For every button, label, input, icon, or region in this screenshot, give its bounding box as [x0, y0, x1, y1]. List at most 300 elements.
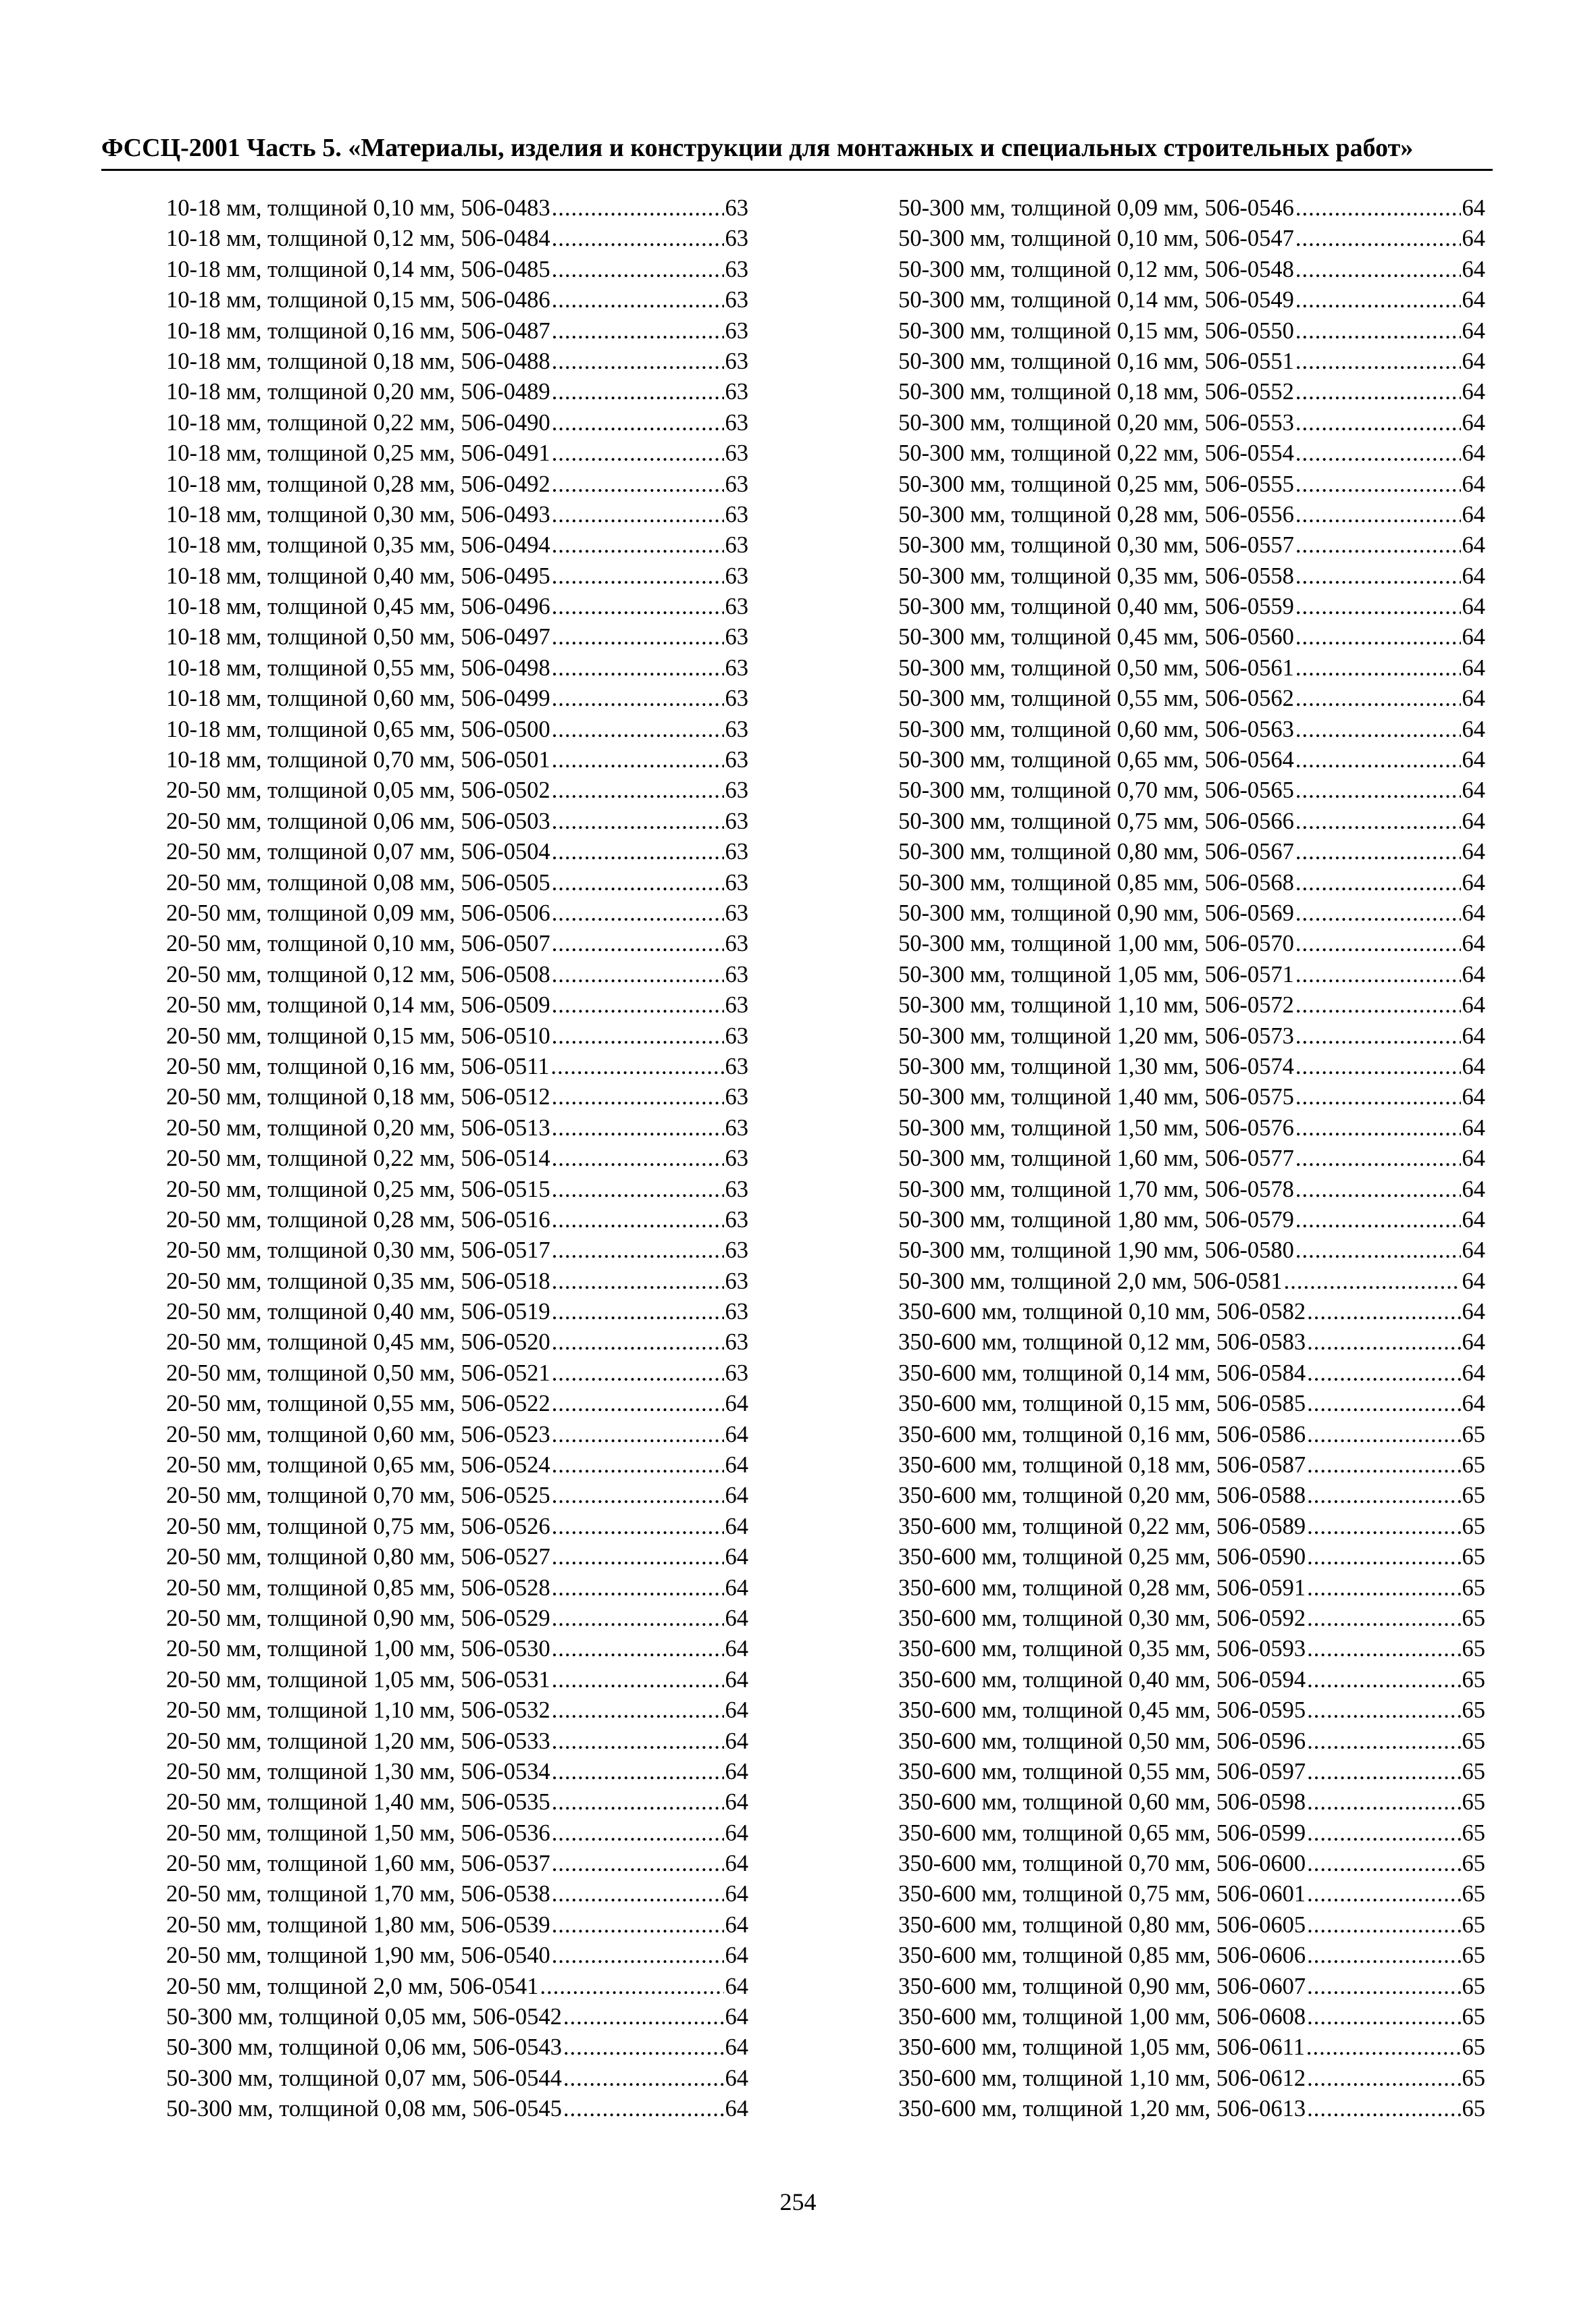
dot-leader: [1307, 1940, 1460, 1971]
dot-leader: [552, 1021, 724, 1052]
entry-page-number: 64: [725, 1820, 748, 1846]
dot-leader: [552, 224, 724, 254]
index-entry: [166, 438, 748, 469]
index-entry: [166, 1910, 748, 1940]
index-entry: [898, 1021, 1485, 1052]
entry-description: 20-50 мм, толщиной 0,07 мм, 506-0504: [166, 839, 550, 865]
entry-page-number: 63: [725, 747, 748, 773]
dot-leader: [552, 1910, 724, 1940]
entry-page-number: 64: [1462, 1360, 1485, 1386]
index-entry: [166, 1052, 748, 1082]
entry-page-number: 65: [1462, 1820, 1485, 1846]
dot-leader: [1307, 1297, 1460, 1327]
entry-page-number: 64: [725, 1881, 748, 1907]
entry-description: 50-300 мм, толщиной 0,35 мм, 506-0558: [898, 563, 1294, 589]
dot-leader: [1307, 1818, 1460, 1849]
index-entry: [898, 2094, 1485, 2124]
entry-page-number: 63: [725, 256, 748, 282]
index-entry: [166, 622, 748, 652]
entry-description: 50-300 мм, толщиной 0,25 мм, 506-0555: [898, 471, 1294, 497]
index-entry: [898, 1450, 1485, 1481]
index-entry: [166, 898, 748, 929]
index-entry: [166, 1481, 748, 1511]
dot-leader: [1295, 837, 1461, 867]
entry-description: 20-50 мм, толщиной 1,70 мм, 506-0538: [166, 1881, 550, 1907]
dot-leader: [1307, 1481, 1460, 1511]
entry-description: 50-300 мм, толщиной 1,10 мм, 506-0572: [898, 992, 1294, 1019]
entry-page-number: 63: [725, 869, 748, 896]
entry-page-number: 64: [725, 1789, 748, 1816]
entry-page-number: 64: [725, 1758, 748, 1784]
entry-page-number: 64: [1462, 839, 1485, 865]
index-entry: [898, 653, 1485, 684]
index-entry: [166, 1603, 748, 1634]
dot-leader: [552, 1879, 724, 1909]
entry-description: 350-600 мм, толщиной 0,80 мм, 506-0605: [898, 1911, 1306, 1938]
dot-leader: [552, 1113, 724, 1143]
dot-leader: [552, 1757, 724, 1787]
entry-description: 50-300 мм, толщиной 0,20 мм, 506-0553: [898, 409, 1294, 436]
entry-page-number: 64: [1462, 287, 1485, 313]
index-entry: [898, 806, 1485, 837]
dot-leader: [552, 990, 724, 1021]
dot-leader: [552, 1512, 724, 1542]
entry-description: 50-300 мм, толщиной 0,08 мм, 506-0545: [166, 2096, 562, 2122]
index-entry: [166, 255, 748, 285]
dot-leader: [1295, 224, 1461, 254]
entry-description: 50-300 мм, толщиной 0,05 мм, 506-0542: [166, 2004, 562, 2030]
entry-page-number: 64: [1462, 992, 1485, 1019]
dot-leader: [1307, 1910, 1460, 1940]
header-rule: [101, 169, 1493, 171]
entry-description: 10-18 мм, толщиной 0,15 мм, 506-0486: [166, 287, 550, 313]
index-entry: [166, 2063, 748, 2094]
page-number: 254: [779, 2188, 817, 2215]
entry-description: 50-300 мм, толщиной 0,06 мм, 506-0543: [166, 2034, 562, 2061]
index-entry: [166, 1818, 748, 1849]
dot-leader: [552, 1940, 724, 1971]
dot-leader: [552, 1420, 724, 1450]
dot-leader: [552, 255, 724, 285]
entry-description: 10-18 мм, толщиной 0,60 мм, 506-0499: [166, 686, 550, 712]
dot-leader: [563, 2094, 724, 2124]
entry-page-number: 64: [725, 1391, 748, 1417]
index-entry: [898, 1787, 1485, 1818]
dot-leader: [552, 1726, 724, 1757]
index-entry: [166, 1327, 748, 1358]
index-entry: [898, 592, 1485, 622]
entry-description: 20-50 мм, толщиной 0,22 мм, 506-0514: [166, 1146, 550, 1172]
entry-description: 20-50 мм, толщиной 1,30 мм, 506-0534: [166, 1758, 550, 1784]
index-entry: [898, 1910, 1485, 1940]
index-entry: [898, 929, 1485, 959]
entry-description: 20-50 мм, толщиной 1,00 мм, 506-0530: [166, 1636, 550, 1662]
entry-description: 50-300 мм, толщиной 1,80 мм, 506-0579: [898, 1206, 1294, 1233]
entry-description: 350-600 мм, толщиной 0,22 мм, 506-0589: [898, 1513, 1306, 1539]
entry-description: 350-600 мм, толщиной 0,50 мм, 506-0596: [898, 1728, 1306, 1754]
entry-description: 350-600 мм, толщиной 1,10 мм, 506-0612: [898, 2065, 1306, 2091]
entry-page-number: 65: [1462, 1851, 1485, 1877]
entry-page-number: 64: [725, 2096, 748, 2122]
entry-page-number: 64: [1462, 1084, 1485, 1110]
index-entry: [898, 1573, 1485, 1603]
entry-description: 50-300 мм, толщиной 0,80 мм, 506-0567: [898, 839, 1294, 865]
entry-description: 50-300 мм, толщиной 0,09 мм, 506-0546: [898, 195, 1294, 221]
entry-description: 350-600 мм, толщиной 1,20 мм, 506-0613: [898, 2096, 1306, 2122]
entry-description: 50-300 мм, толщиной 1,00 мм, 506-0570: [898, 931, 1294, 957]
entry-description: 50-300 мм, толщиной 0,40 мм, 506-0559: [898, 594, 1294, 620]
dot-leader: [552, 1573, 724, 1603]
entry-description: 20-50 мм, толщиной 0,40 мм, 506-0519: [166, 1299, 550, 1325]
entry-description: 350-600 мм, толщиной 0,14 мм, 506-0584: [898, 1360, 1306, 1386]
entry-description: 10-18 мм, толщиной 0,55 мм, 506-0498: [166, 654, 550, 681]
dot-leader: [540, 1972, 723, 2002]
dot-leader: [552, 1327, 724, 1358]
entry-page-number: 64: [725, 1574, 748, 1601]
dot-leader: [552, 715, 724, 745]
entry-description: 20-50 мм, толщиной 0,55 мм, 506-0522: [166, 1391, 550, 1417]
index-entry: [166, 990, 748, 1021]
entry-page-number: 63: [725, 409, 748, 436]
dot-leader: [1295, 622, 1461, 652]
dot-leader: [552, 1205, 724, 1235]
entry-page-number: 64: [1462, 1391, 1485, 1417]
index-entry: [166, 1695, 748, 1726]
index-entry: [898, 1695, 1485, 1726]
entry-page-number: 64: [1462, 1268, 1485, 1294]
index-entry: [898, 1143, 1485, 1174]
index-entry: [166, 775, 748, 806]
index-entry: [166, 715, 748, 745]
entry-page-number: 64: [725, 1973, 748, 1999]
dot-leader: [552, 438, 724, 469]
dot-leader: [1307, 1542, 1460, 1572]
dot-leader: [1307, 1849, 1460, 1879]
entry-description: 10-18 мм, толщиной 0,16 мм, 506-0487: [166, 317, 550, 344]
dot-leader: [1295, 561, 1461, 592]
entry-page-number: 63: [725, 440, 748, 467]
index-entry: [166, 684, 748, 714]
dot-leader: [1295, 1052, 1461, 1082]
entry-description: 50-300 мм, толщиной 0,70 мм, 506-0565: [898, 777, 1294, 804]
entry-page-number: 64: [1462, 409, 1485, 436]
entry-page-number: 64: [1462, 1237, 1485, 1264]
dot-leader: [1295, 316, 1461, 346]
dot-leader: [552, 1787, 724, 1818]
dot-leader: [552, 316, 724, 346]
entry-description: 350-600 мм, толщиной 0,70 мм, 506-0600: [898, 1851, 1306, 1877]
dot-leader: [552, 1175, 724, 1205]
dot-leader: [552, 561, 724, 592]
entry-page-number: 64: [725, 1513, 748, 1539]
entry-page-number: 64: [1462, 348, 1485, 374]
index-entry: [898, 1879, 1485, 1909]
dot-leader: [1295, 592, 1461, 622]
entry-page-number: 63: [725, 348, 748, 374]
entry-description: 20-50 мм, толщиной 0,30 мм, 506-0517: [166, 1237, 550, 1264]
entry-description: 10-18 мм, толщиной 0,22 мм, 506-0490: [166, 409, 550, 436]
index-entry: [166, 408, 748, 438]
entry-page-number: 64: [725, 1943, 748, 1969]
dot-leader: [1307, 2063, 1460, 2094]
index-entry: [898, 1297, 1485, 1327]
index-entry: [898, 1603, 1485, 1634]
index-entry: [898, 622, 1485, 652]
entry-description: 350-600 мм, толщиной 0,20 мм, 506-0588: [898, 1483, 1306, 1509]
dot-leader: [552, 806, 724, 837]
dot-leader: [1295, 1205, 1461, 1235]
entry-page-number: 64: [1462, 226, 1485, 252]
index-entry: [898, 898, 1485, 929]
dot-leader: [1307, 1726, 1460, 1757]
dot-leader: [552, 653, 724, 684]
index-entry: [898, 500, 1485, 530]
dot-leader: [1295, 898, 1461, 929]
index-entry: [898, 1940, 1485, 1971]
dot-leader: [1295, 929, 1461, 959]
entry-description: 50-300 мм, толщиной 0,18 мм, 506-0552: [898, 379, 1294, 405]
entry-page-number: 63: [725, 1114, 748, 1141]
entry-description: 20-50 мм, толщиной 1,20 мм, 506-0533: [166, 1728, 550, 1754]
index-entry: [898, 1358, 1485, 1389]
dot-leader: [1307, 1634, 1460, 1664]
entry-description: 20-50 мм, толщиной 0,20 мм, 506-0513: [166, 1114, 550, 1141]
index-entry: [898, 2032, 1485, 2063]
entry-page-number: 64: [725, 1851, 748, 1877]
entry-page-number: 63: [725, 195, 748, 221]
entry-page-number: 64: [725, 1666, 748, 1693]
entry-page-number: 63: [725, 716, 748, 742]
entry-description: 50-300 мм, толщиной 1,30 мм, 506-0574: [898, 1053, 1294, 1079]
index-entry: [166, 1235, 748, 1266]
index-entry: [898, 224, 1485, 254]
entry-description: 350-600 мм, толщиной 0,15 мм, 506-0585: [898, 1391, 1306, 1417]
entry-description: 50-300 мм, толщиной 0,65 мм, 506-0564: [898, 747, 1294, 773]
index-entry: [166, 377, 748, 407]
entry-page-number: 63: [725, 563, 748, 589]
entry-page-number: 65: [1462, 1789, 1485, 1816]
index-entry: [898, 530, 1485, 561]
entry-page-number: 64: [725, 1544, 748, 1570]
entry-page-number: 64: [1462, 961, 1485, 987]
entry-description: 50-300 мм, толщиной 1,20 мм, 506-0573: [898, 1023, 1294, 1049]
index-entry: [166, 316, 748, 346]
dot-leader: [1295, 745, 1461, 775]
entry-page-number: 64: [1462, 747, 1485, 773]
entry-page-number: 65: [1462, 2004, 1485, 2030]
index-entry: [898, 438, 1485, 469]
index-entry: [166, 1972, 748, 2002]
dot-leader: [1307, 1573, 1460, 1603]
entry-description: 50-300 мм, толщиной 0,50 мм, 506-0561: [898, 654, 1294, 681]
index-entry: [166, 1420, 748, 1450]
dot-leader: [552, 530, 724, 561]
entry-page-number: 64: [1462, 1329, 1485, 1356]
entry-page-number: 64: [725, 2065, 748, 2091]
entry-description: 350-600 мм, толщиной 0,65 мм, 506-0599: [898, 1820, 1306, 1846]
index-entry: [898, 715, 1485, 745]
index-entry: [898, 1818, 1485, 1849]
dot-leader: [552, 960, 724, 990]
index-entry: [898, 1512, 1485, 1542]
entry-page-number: 63: [725, 287, 748, 313]
index-entry: [166, 1358, 748, 1389]
dot-leader: [552, 684, 724, 714]
entry-description: 20-50 мм, толщиной 0,09 мм, 506-0506: [166, 900, 550, 926]
dot-leader: [1295, 1021, 1461, 1052]
dot-leader: [552, 1818, 724, 1849]
index-entry: [898, 1849, 1485, 1879]
entry-page-number: 63: [725, 1053, 748, 1079]
entry-page-number: 63: [725, 594, 748, 620]
index-entry: [166, 1573, 748, 1603]
index-entry: [166, 2094, 748, 2124]
entry-page-number: 63: [725, 900, 748, 926]
entry-page-number: 65: [1462, 1881, 1485, 1907]
entry-page-number: 64: [1462, 900, 1485, 926]
dot-leader: [552, 1849, 724, 1879]
entry-description: 50-300 мм, толщиной 0,15 мм, 506-0550: [898, 317, 1294, 344]
entry-page-number: 65: [1462, 2096, 1485, 2122]
entry-description: 50-300 мм, толщиной 0,22 мм, 506-0554: [898, 440, 1294, 467]
entry-page-number: 65: [1462, 1973, 1485, 1999]
entry-page-number: 64: [1462, 1146, 1485, 1172]
index-entry: [898, 1757, 1485, 1787]
entry-page-number: 65: [1462, 1421, 1485, 1447]
entry-description: 350-600 мм, толщиной 0,75 мм, 506-0601: [898, 1881, 1306, 1907]
entry-page-number: 65: [1462, 1666, 1485, 1693]
entry-description: 10-18 мм, толщиной 0,14 мм, 506-0485: [166, 256, 550, 282]
entry-page-number: 64: [1462, 716, 1485, 742]
entry-page-number: 65: [1462, 1574, 1485, 1601]
entry-description: 350-600 мм, толщиной 0,35 мм, 506-0593: [898, 1636, 1306, 1662]
entry-page-number: 63: [725, 1329, 748, 1356]
index-entry: [166, 2002, 748, 2032]
index-entry: [166, 806, 748, 837]
entry-page-number: 65: [1462, 2065, 1485, 2091]
entry-page-number: 63: [725, 931, 748, 957]
entry-description: 50-300 мм, толщиной 0,85 мм, 506-0568: [898, 869, 1294, 896]
dot-leader: [552, 469, 724, 500]
entry-page-number: 63: [725, 501, 748, 528]
entry-page-number: 64: [1462, 594, 1485, 620]
entry-page-number: 64: [725, 1911, 748, 1938]
entry-page-number: 64: [1462, 808, 1485, 834]
index-column-left: [166, 193, 748, 2125]
entry-page-number: 65: [1462, 1697, 1485, 1724]
entry-page-number: 65: [1462, 1544, 1485, 1570]
dot-leader: [552, 1695, 724, 1726]
dot-leader: [552, 592, 724, 622]
entry-page-number: 64: [1462, 931, 1485, 957]
dot-leader: [1295, 1235, 1461, 1266]
page-header: ФССЦ-2001 Часть 5. «Материалы, изделия и конструкции для монтажных и специальных строительных работ»: [101, 134, 1414, 162]
index-entry: [898, 1052, 1485, 1082]
index-entry: [898, 837, 1485, 867]
entry-page-number: 63: [725, 532, 748, 559]
dot-leader: [1307, 1389, 1460, 1419]
index-entry: [166, 346, 748, 377]
entry-description: 20-50 мм, толщиной 0,70 мм, 506-0525: [166, 1483, 550, 1509]
entry-description: 50-300 мм, толщиной 0,55 мм, 506-0562: [898, 686, 1294, 712]
index-entry: [898, 408, 1485, 438]
index-entry: [166, 1450, 748, 1481]
entry-page-number: 63: [725, 686, 748, 712]
entry-description: 20-50 мм, толщиной 2,0 мм, 506-0541: [166, 1973, 539, 1999]
entry-description: 350-600 мм, толщиной 0,16 мм, 506-0586: [898, 1421, 1306, 1447]
entry-description: 50-300 мм, толщиной 2,0 мм, 506-0581: [898, 1268, 1283, 1294]
entry-description: 20-50 мм, толщиной 0,18 мм, 506-0512: [166, 1084, 550, 1110]
dot-leader: [1295, 653, 1461, 684]
entry-description: 20-50 мм, толщиной 1,10 мм, 506-0532: [166, 1697, 550, 1724]
dot-leader: [1307, 1787, 1460, 1818]
entry-page-number: 65: [1462, 1605, 1485, 1631]
entry-page-number: 64: [1462, 1206, 1485, 1233]
entry-page-number: 64: [725, 1421, 748, 1447]
dot-leader: [1307, 1603, 1460, 1634]
entry-description: 350-600 мм, толщиной 1,00 мм, 506-0608: [898, 2004, 1306, 2030]
dot-leader: [552, 1266, 724, 1297]
index-entry: [898, 684, 1485, 714]
entry-page-number: 64: [1462, 1114, 1485, 1141]
dot-leader: [552, 1542, 724, 1572]
dot-leader: [1306, 2032, 1461, 2063]
dot-leader: [552, 775, 724, 806]
index-entry: [898, 1726, 1485, 1757]
dot-leader: [1295, 868, 1461, 898]
entry-description: 20-50 мм, толщиной 1,40 мм, 506-0535: [166, 1789, 550, 1816]
entry-description: 20-50 мм, толщиной 1,05 мм, 506-0531: [166, 1666, 550, 1693]
index-entry: [898, 775, 1485, 806]
entry-description: 20-50 мм, толщиной 0,16 мм, 506-0511: [166, 1053, 550, 1079]
entry-description: 20-50 мм, толщиной 0,06 мм, 506-0503: [166, 808, 550, 834]
entry-page-number: 63: [725, 1268, 748, 1294]
entry-description: 20-50 мм, толщиной 0,60 мм, 506-0523: [166, 1421, 550, 1447]
dot-leader: [1295, 346, 1461, 377]
dot-leader: [1295, 990, 1461, 1021]
entry-page-number: 64: [1462, 501, 1485, 528]
entry-page-number: 65: [1462, 1513, 1485, 1539]
entry-description: 10-18 мм, толщиной 0,30 мм, 506-0493: [166, 501, 550, 528]
entry-description: 50-300 мм, толщиной 0,90 мм, 506-0569: [898, 900, 1294, 926]
entry-page-number: 63: [725, 1299, 748, 1325]
entry-description: 20-50 мм, толщиной 1,80 мм, 506-0539: [166, 1911, 550, 1938]
entry-page-number: 63: [725, 839, 748, 865]
entry-page-number: 64: [1462, 532, 1485, 559]
dot-leader: [1307, 1512, 1460, 1542]
index-entry: [166, 530, 748, 561]
entry-page-number: 64: [725, 1728, 748, 1754]
index-entry: [166, 1757, 748, 1787]
index-entry: [898, 1082, 1485, 1112]
entry-description: 20-50 мм, толщиной 0,14 мм, 506-0509: [166, 992, 550, 1019]
dot-leader: [552, 1143, 724, 1174]
entry-page-number: 64: [1462, 686, 1485, 712]
dot-leader: [1295, 193, 1461, 224]
entry-page-number: 65: [1462, 1452, 1485, 1479]
entry-description: 350-600 мм, толщиной 0,55 мм, 506-0597: [898, 1758, 1306, 1784]
entry-description: 50-300 мм, толщиной 0,07 мм, 506-0544: [166, 2065, 562, 2091]
index-entry: [166, 868, 748, 898]
entry-description: 20-50 мм, толщиной 0,50 мм, 506-0521: [166, 1360, 550, 1386]
entry-page-number: 65: [1462, 1943, 1485, 1969]
index-entry: [898, 1113, 1485, 1143]
dot-leader: [552, 837, 724, 867]
entry-page-number: 64: [1462, 471, 1485, 497]
entry-description: 10-18 мм, толщиной 0,65 мм, 506-0500: [166, 716, 550, 742]
entry-page-number: 64: [1462, 317, 1485, 344]
index-entry: [898, 990, 1485, 1021]
